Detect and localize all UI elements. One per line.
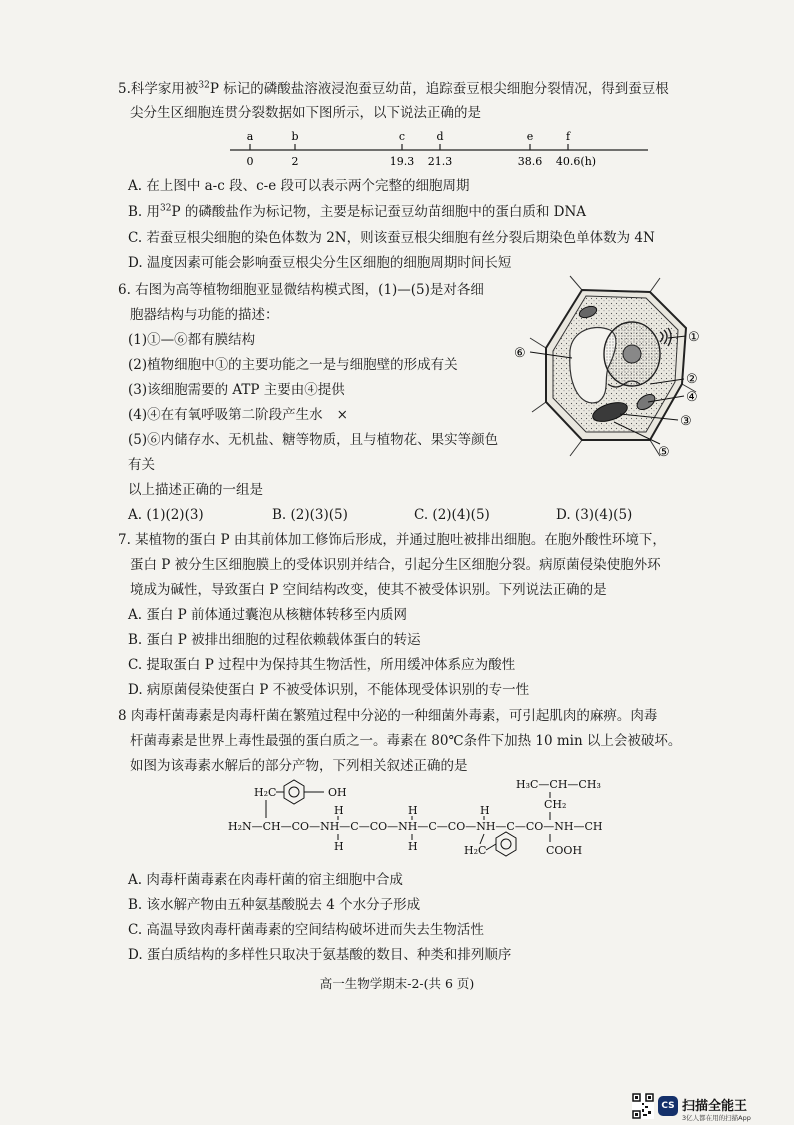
q6-stem-line2: 胞器结构与功能的描述： — [130, 307, 279, 323]
q8-stem-line2: 杆菌毒素是世界上毒性最强的蛋白质之一。毒素在 80℃条件下加热 10 min 以上会被破坏。 — [130, 733, 682, 749]
q7-option-b[interactable]: B. 蛋白 P 被排出细胞的过程依赖载体蛋白的转运 — [128, 632, 421, 648]
label-2: ② — [686, 372, 698, 387]
benzene-ring-top — [284, 780, 304, 804]
handwritten-cross-mark: × — [336, 407, 348, 423]
formula-h2c-top: H₂C — [254, 786, 277, 799]
formula-h-3: H — [480, 804, 490, 817]
formula-oh: OH — [328, 786, 347, 799]
label-4: ④ — [686, 390, 698, 405]
q7-stem-line3: 境成为碱性，导致蛋白 P 空间结构改变，使其不被受体识别。下列说法正确的是 — [130, 582, 607, 598]
q6-stem-line1: 6. 右图为高等植物细胞亚显微结构模式图，(1)—(5)是对各细 — [118, 282, 484, 298]
q8-option-a[interactable]: A. 肉毒杆菌毒素在肉毒杆菌的宿主细胞中合成 — [128, 872, 403, 888]
formula-h-2: H — [408, 804, 418, 817]
timeline-value: 40.6(h) — [555, 155, 597, 168]
scanner-brand-name: 扫描全能王 — [682, 1099, 748, 1114]
scanner-tagline: 3亿人都在用的扫描App — [682, 1114, 751, 1122]
q7-stem-line2: 蛋白 P 被分生区细胞膜上的受体识别并结合，引起分生区细胞分裂。病原菌侵染使胞外环 — [130, 557, 661, 573]
timeline-letter: c — [398, 130, 406, 143]
timeline-letter: b — [291, 130, 299, 143]
formula-h-4: H — [334, 840, 344, 853]
q6-option-a[interactable]: A. (1)(2)(3) — [128, 507, 204, 523]
benzene-ring-bottom — [496, 832, 516, 856]
timeline-value: 38.6 — [517, 155, 543, 168]
q5-option-c[interactable]: C. 若蚕豆根尖细胞的染色体数为 2N，则该蚕豆根尖细胞有丝分裂后期染色单体数为 4N — [128, 230, 655, 246]
formula-isopropyl: H₃C—CH—CH₃ — [516, 778, 601, 791]
q8-option-d[interactable]: D. 蛋白质结构的多样性只取决于氨基酸的数目、种类和排列顺序 — [128, 947, 512, 963]
q8-stem-line3: 如图为该毒素水解后的部分产物，下列相关叙述正确的是 — [130, 758, 468, 774]
plant-cell-diagram — [510, 272, 710, 460]
timeline-value: 0 — [246, 155, 254, 168]
q5-option-b[interactable]: B. 用$^{32}$P 的磷酸盐作为标记物，主要是标记蚕豆幼苗细胞中的蛋白质和 DNA — [128, 203, 587, 220]
q8-stem-line1: 8 肉毒杆菌毒素是肉毒杆菌在繁殖过程中分泌的一种细菌外毒素，可引起肌肉的麻痹。肉毒 — [118, 708, 658, 724]
q6-option-d[interactable]: D. (3)(4)(5) — [556, 507, 633, 523]
peptide-structure — [228, 778, 628, 860]
q7-option-d[interactable]: D. 病原菌侵染使蛋白 P 不被受体识别，不能体现受体识别的专一性 — [128, 682, 530, 698]
q6-statement-5b: 有关 — [128, 457, 155, 473]
label-3: ③ — [680, 414, 692, 429]
formula-h-1: H — [334, 804, 344, 817]
formula-ch2: CH₂ — [544, 798, 567, 811]
q7-stem-line1: 7. 某植物的蛋白 P 由其前体加工修饰后形成，并通过胞吐被排出细胞。在胞外酸性环境下， — [118, 532, 666, 548]
q5-option-d[interactable]: D. 温度因素可能会影响蚕豆根尖分生区细胞的细胞周期时间长短 — [128, 255, 512, 271]
q6-statement-5a: (5)⑥内储存水、无机盐、糖等物质，且与植物花、果实等颜色 — [128, 432, 499, 448]
formula-backbone: H₂N—CH—CO—NH—C—CO—NH—C—CO—NH—C—CO—NH—CH — [228, 820, 603, 833]
timeline-letter: d — [436, 130, 444, 143]
timeline-letter: e — [526, 130, 534, 143]
q7-option-a[interactable]: A. 蛋白 P 前体通过囊泡从核糖体转移至内质网 — [128, 607, 407, 623]
q8-option-c[interactable]: C. 高温导致肉毒杆菌毒素的空间结构破坏进而失去生物活性 — [128, 922, 484, 938]
formula-h-5: H — [408, 840, 418, 853]
q5-stem-line1: 5.科学家用被$^{32}$P 标记的磷酸盐溶液浸泡蚕豆幼苗，追踪蚕豆根尖细胞分裂情况，得到蚕豆根 — [118, 80, 669, 97]
page-footer: 高一生物学期末-2-(共 6 页) — [319, 976, 475, 991]
q5-stem-line2: 尖分生区细胞连贯分裂数据如下图所示，以下说法正确的是 — [130, 105, 481, 121]
formula-h2c-bottom: H₂C — [464, 844, 487, 857]
q6-statement-2: (2)植物细胞中①的主要功能之一是与细胞壁的形成有关 — [128, 357, 458, 373]
q6-statement-3: (3)该细胞需要的 ATP 主要由④提供 — [128, 382, 345, 398]
qr-code-icon — [632, 1093, 654, 1119]
timeline-letter: f — [565, 130, 571, 143]
q6-option-c[interactable]: C. (2)(4)(5) — [414, 507, 490, 523]
q7-option-c[interactable]: C. 提取蛋白 P 过程中为保持其生物活性，所用缓冲体系应为酸性 — [128, 657, 516, 673]
timeline-value: 21.3 — [427, 155, 453, 168]
nucleolus — [623, 345, 641, 363]
timeline-letter: a — [246, 130, 254, 143]
q6-statement-4: (4)④在有氧呼吸第二阶段产生水 × — [128, 407, 348, 423]
q8-option-b[interactable]: B. 该水解产物由五种氨基酸脱去 4 个水分子形成 — [128, 897, 421, 913]
q5-option-a[interactable]: A. 在上图中 a-c 段、c-e 段可以表示两个完整的细胞周期 — [128, 178, 470, 194]
label-6: ⑥ — [514, 346, 526, 361]
label-5: ⑤ — [658, 445, 670, 460]
q6-conclusion: 以上描述正确的一组是 — [128, 482, 263, 498]
q6-statement-1: (1)①—⑥都有膜结构 — [128, 332, 256, 348]
camscanner-logo-icon: CS — [658, 1096, 678, 1116]
formula-cooh: COOH — [546, 844, 583, 857]
timeline-value: 19.3 — [389, 155, 415, 168]
q6-option-b[interactable]: B. (2)(3)(5) — [272, 507, 348, 523]
timeline-value: 2 — [291, 155, 299, 168]
q5-timeline — [230, 128, 650, 172]
label-1: ① — [688, 330, 700, 345]
